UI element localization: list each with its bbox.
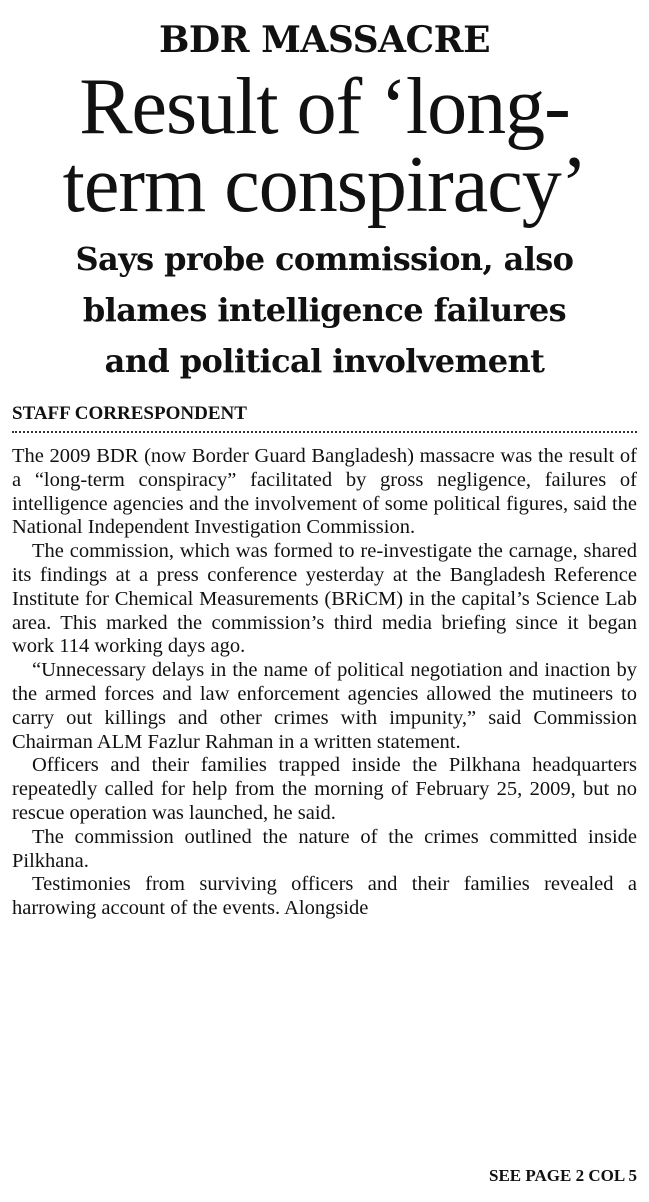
subheadline: Says probe commission, also blames intelligence failures and political involvement [75, 240, 574, 380]
byline: STAFF CORRESPONDENT [12, 403, 637, 433]
paragraph: The 2009 BDR (now Border Guard Bangladesh) massacre was the result of a “long-term conspiracy” facilitated by gross negligence, failures of intelligence agencies and the involvement of some political figures, said the National Independent Investigation Commission. [12, 445, 637, 539]
paragraph: The commission outlined the nature of the crimes committed inside Pilkhana. [12, 825, 637, 872]
paragraph: The commission, which was formed to re-investigate the carnage, shared its findings at a press conference yesterday at the Bangladesh Reference Institute for Chemical Measurements (BRiCM) in the capital’s Science Lab area. This marked the commission’s third media briefing since it began work 114 working days ago. [12, 540, 637, 658]
paragraph: Testimonies from surviving officers and their families revealed a harrowing account of the events. Alongside [12, 873, 637, 920]
kicker: BDR MASSACRE [158, 19, 491, 61]
headline: Result of ‘long- term conspiracy’ [62, 63, 587, 229]
paragraph: “Unnecessary delays in the name of political negotiation and inaction by the armed forces and law enforcement agencies allowed the mutineers to carry out killings and other crimes with impunity,” said Commission Chairman ALM Fazlur Rahman in a written statement. [12, 659, 637, 753]
continuation-jump: SEE PAGE 2 COL 5 [489, 1166, 637, 1185]
news-article [0, 20, 649, 1202]
article-body [12, 445, 637, 921]
paragraph: Officers and their families trapped inside the Pilkhana headquarters repeatedly called for help from the morning of February 25, 2009, but no rescue operation was launched, he said. [12, 754, 637, 824]
